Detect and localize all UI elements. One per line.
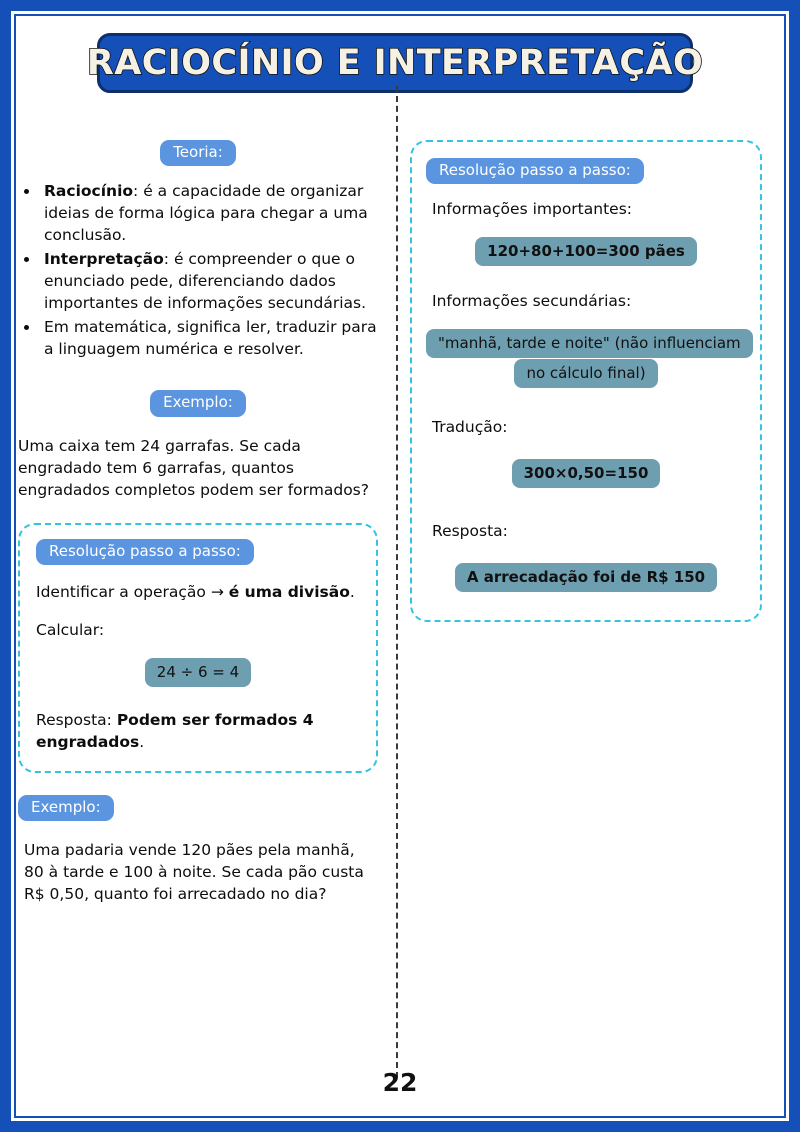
page-title: RACIOCÍNIO E INTERPRETAÇÃO <box>86 43 704 83</box>
example-1-statement: Uma caixa tem 24 garrafas. Se cada engradado tem 6 garrafas, quantos engradados completos podem ser formados? <box>18 436 369 499</box>
step-bold: é uma divisão <box>228 582 350 601</box>
solution-1-badge-wrap <box>36 539 360 565</box>
theory-list <box>18 180 378 360</box>
answer-prefix: Resposta: <box>36 710 117 729</box>
answer-chip: A arrecadação foi de R$ 150 <box>455 563 717 592</box>
secondary-info-chip: "manhã, tarde e noite" (não influenciam no cálculo final) <box>426 329 753 388</box>
translation-chip: 300×0,50=150 <box>512 459 661 488</box>
list-item <box>40 316 378 360</box>
example-2-statement: Uma padaria vende 120 pães pela manhã, 80 à tarde e 100 à noite. Se cada pão custa R$ 0,50, quanto foi arrecadado no dia? <box>24 841 364 903</box>
solution-box-1 <box>18 523 378 773</box>
right-column <box>410 140 762 622</box>
theory-term: Interpretação <box>44 250 164 269</box>
theory-badge-wrap <box>18 140 378 166</box>
answer-suffix: . <box>139 732 145 751</box>
page-title-banner <box>86 33 704 93</box>
solution-1-calc-label: Calcular: <box>36 620 105 639</box>
theory-term: Raciocínio <box>44 182 134 201</box>
solution-1-answer <box>36 709 360 753</box>
theory-text: : é compreender o que o enunciado pede, diferenciando dados importantes de informações secundárias. <box>44 250 367 313</box>
page-number: 22 <box>382 1068 418 1097</box>
list-item <box>40 180 378 246</box>
solution-1-step <box>36 581 360 603</box>
theory-text: : é a capacidade de organizar ideias de forma lógica para chegar a uma conclusão. <box>44 182 368 245</box>
answer-label: Resposta: <box>432 522 508 541</box>
step-prefix: Identificar a operação → <box>36 582 229 601</box>
left-column <box>18 140 378 905</box>
important-info-chip-row <box>426 236 746 266</box>
answer-bold: Podem ser formados 4 engradados <box>36 710 314 751</box>
translation-chip-row <box>426 458 746 488</box>
solution-box-2 <box>410 140 762 622</box>
solution-2-badge-wrap <box>426 158 746 184</box>
important-info-chip: 120+80+100=300 pães <box>475 237 697 266</box>
important-info-label: Informações importantes: <box>432 200 632 219</box>
solution-1-badge: Resolução passo a passo: <box>36 539 254 565</box>
example-2-badge-wrap <box>18 795 378 821</box>
answer-chip-row <box>426 562 746 592</box>
solution-1-calc-chip: 24 ÷ 6 = 4 <box>145 658 251 687</box>
example-1-badge-wrap <box>18 390 378 416</box>
secondary-info-chip-row <box>426 328 746 388</box>
theory-text: Em matemática, significa ler, traduzir para a linguagem numérica e resolver. <box>44 318 377 359</box>
list-item <box>40 248 378 314</box>
solution-2-badge: Resolução passo a passo: <box>426 158 644 184</box>
example-2-badge: Exemplo: <box>18 795 114 821</box>
translation-label: Tradução: <box>432 418 508 437</box>
solution-1-chip-row <box>36 657 360 687</box>
example-1-badge: Exemplo: <box>150 390 246 416</box>
secondary-info-label: Informações secundárias: <box>432 292 632 311</box>
column-divider <box>396 86 398 1078</box>
theory-badge: Teoria: <box>160 140 236 166</box>
step-suffix: . <box>349 582 355 601</box>
